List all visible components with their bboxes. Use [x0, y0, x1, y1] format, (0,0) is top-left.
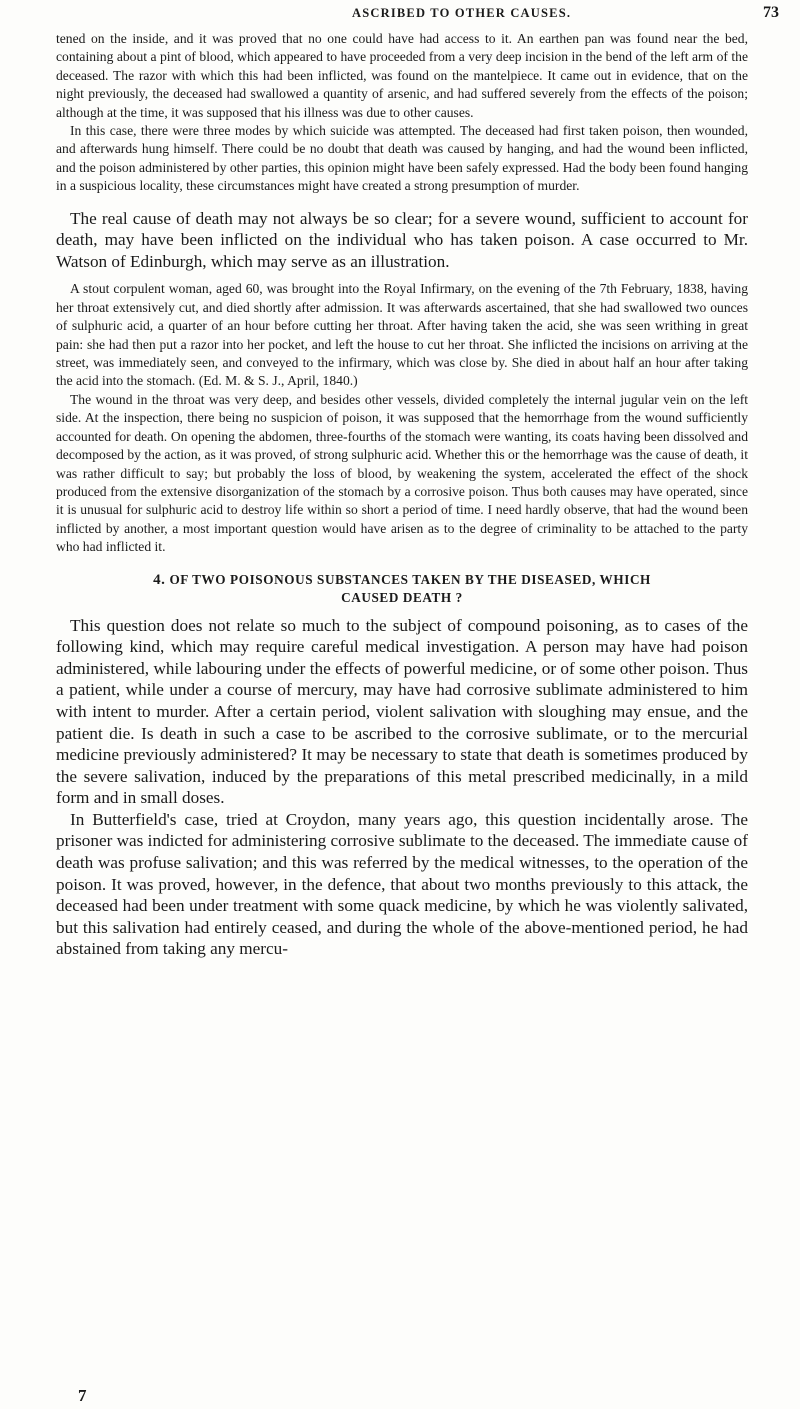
paragraph-watson-case: A stout corpulent woman, aged 60, was brought into the Royal Infirmary, on the evening of the 7th February, 1838, having her throat extensively cut, and died shortly after admission. It was afterwards ascertained, that she had swallowed two ounces of sulphuric acid, a quarter of an hour before cutting her throat. After having taken the acid, she was seen writhing in great pain: she had then put a razor into her pocket, and left the house to cut her throat. She inflicted the incisions on arriving at the street, was immediately seen, and conveyed to the infirmary, which was close by. She died in about half an hour after taking the acid into the stomach. (Ed. M. & S. J., April, 1840.)	[56, 281, 748, 389]
section-heading-line-2: CAUSED DEATH ?	[341, 589, 463, 605]
page-number: 73	[763, 4, 779, 21]
running-title: ASCRIBED TO OTHER CAUSES.	[352, 6, 572, 20]
paragraph-real-cause-of-death: The real cause of death may not always be so clear; for a severe wound, sufficient to account for death, may have been inflicted on the individual who has taken poison. A case occurred to Mr. Watson of Edinburgh, which may serve as an illustration.	[56, 208, 748, 271]
body-text	[56, 30, 748, 960]
paragraph-butterfield-case: In Butterfield's case, tried at Croydon, many years ago, this question incidentally arose. The prisoner was indicted for administering corrosive sublimate to the deceased. The immediate cause of death was profuse salivation; and this was referred by the medical witnesses, to the operation of the poison. It was proved, however, in the defence, that about two months previously to this attack, the deceased had been under treatment with some quack medicine, by which he was violently salivated, but this salivation had entirely ceased, and during the whole of the above-mentioned period, he had abstained from taking any mercu-	[56, 809, 748, 959]
paragraph-throat-wound: The wound in the throat was very deep, and besides other vessels, divided completely the internal jugular vein on the left side. At the inspection, there being no suspicion of poison, it was supposed that the hemorrhage from the wound sufficiently accounted for death. On opening the abdomen, three-fourths of the stomach were wanting, its coats having been dissolved and decomposed by the action, as it was proved, of strong sulphuric acid. Whether this or the hemorrhage was the cause of death, it was rather difficult to say; but probably the loss of blood, by weakening the system, accelerated the effect of the shock produced from the extensive disorganization of the stomach by a corrosive poison. Thus both causes may have operated, since it is unusual for sulphuric acid to destroy life within so short a period of time. I need hardly observe, that had the wound been inflicted by another, a most important question would have arisen as to the degree of criminality to be attached to the party who had inflicted it.	[56, 391, 748, 555]
paragraph-continued-case: tened on the inside, and it was proved that no one could have had access to it. An earthen pan was found near the bed, containing about a pint of blood, which appeared to have proceeded from a very deep incision in the bend of the left arm of the deceased. The razor with which this had been inflicted, was found on the mantelpiece. It came out in evidence, that on the night previously, the deceased had swallowed a quantity of arsenic, and had suffered severely from the effects of the poison; although at the time, it was supposed that his illness was due to other causes.	[56, 31, 748, 120]
signature-mark: 7	[78, 1386, 87, 1405]
section-number: 4.	[153, 571, 166, 588]
section-heading	[56, 571, 748, 607]
paragraph-compound-poisoning: This question does not relate so much to the subject of compound poisoning, as to cases of the following kind, which may require careful medical investigation. A person may have had poison administered, while labouring under the effects of powerful medicine, or of some other poison. Thus a patient, while under a course of mercury, may have had corrosive sublimate administered to him with intent to murder. After a certain period, violent salivation with sloughing may ensue, and the patient die. Is death in such a case to be ascribed to the corrosive sublimate, or to the mercurial medicine previously administered? It may be necessary to state that death is sometimes produced by the severe salivation, induced by the preparations of this metal prescribed medicinally, in a mild form and in small doses.	[56, 615, 748, 808]
paragraph-three-modes-suicide: In this case, there were three modes by which suicide was attempted. The deceased had first taken poison, then wounded, and afterwards hung himself. There could be no doubt that death was caused by hanging, and had the wound been inflicted, and the poison administered by other parties, this opinion might have been safely expressed. Had the body been found hanging in a suspicious locality, these circumstances might have created a strong presumption of murder.	[56, 123, 748, 194]
running-head	[0, 6, 800, 28]
section-heading-line-1	[56, 571, 748, 589]
section-title: OF TWO POISONOUS SUBSTANCES TAKEN BY THE DISEASED, WHICH	[169, 571, 651, 587]
